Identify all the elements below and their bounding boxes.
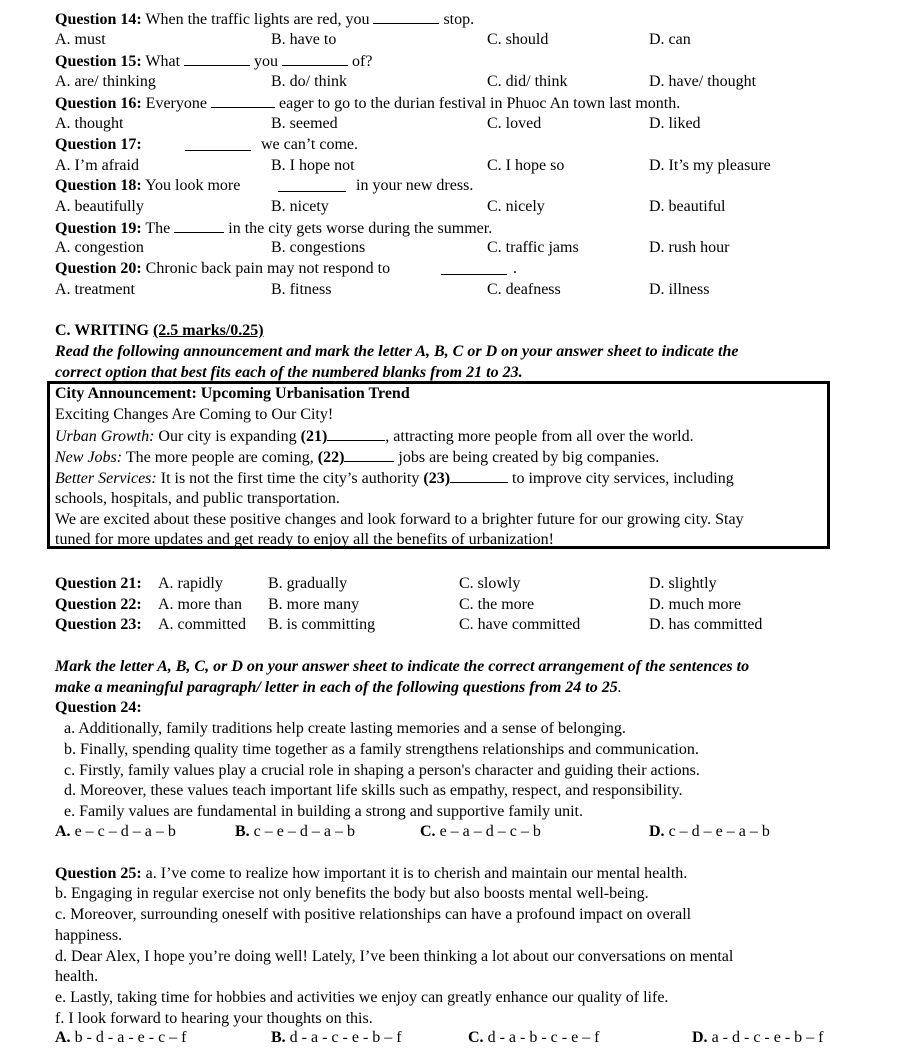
option-b[interactable]: B. seemed [271, 115, 338, 132]
option-d[interactable]: D. has committed [649, 616, 763, 633]
option-b[interactable]: B. c – e – d – a – b [235, 823, 355, 840]
option-c[interactable]: C. e – a – d – c – b [420, 823, 541, 840]
q25-sentence-d-cont: health. [55, 968, 99, 985]
question-label: Question 16: [55, 95, 142, 112]
question-label: Question 21: [55, 575, 142, 592]
question-21 [0, 574, 909, 595]
announcement-closing-1: We are excited about these positive changes and look forward to a brighter future for our growing city. Stay [55, 511, 744, 528]
option-b[interactable]: B. nicety [271, 198, 329, 215]
option-c[interactable]: C. I hope so [487, 157, 565, 174]
option-a[interactable]: A. congestion [55, 239, 144, 256]
option-a[interactable]: A. b - d - a - e - c – f [55, 1029, 187, 1046]
q24-sentence-d: d. Moreover, these values teach important life skills such as empathy, respect, and responsibility. [64, 782, 683, 799]
q25-sentence-b: b. Engaging in regular exercise not only benefits the body but also boosts mental well-being. [55, 885, 649, 902]
option-d[interactable]: D. It’s my pleasure [649, 157, 771, 174]
option-d[interactable]: D. have/ thought [649, 73, 757, 90]
announcement-services-cont: schools, hospitals, and public transportation. [55, 490, 340, 507]
question-label: Question 15: [55, 53, 142, 70]
option-d[interactable]: D. beautiful [649, 198, 726, 215]
option-b[interactable]: B. fitness [271, 281, 332, 298]
option-d[interactable]: D. slightly [649, 575, 717, 592]
question-15-options [0, 72, 909, 93]
question-18-options [0, 197, 909, 218]
announcement-closing-2: tuned for more updates and get ready to enjoy all the benefits of urbanization! [55, 531, 554, 548]
writing-instruction-2: correct option that best fits each of the numbered blanks from 21 to 23. [55, 364, 523, 381]
question-18-stem: Question 18: You look more in your new dress. [55, 177, 474, 194]
answer-blank [184, 51, 250, 66]
question-17-options [0, 156, 909, 177]
option-c[interactable]: C. did/ think [487, 73, 568, 90]
question-14-stem: Question 14: When the traffic lights are red, you stop. [55, 11, 475, 28]
option-a[interactable]: A. thought [55, 115, 124, 132]
answer-blank [344, 447, 394, 462]
option-c[interactable]: C. have committed [459, 616, 581, 633]
question-label: Question 20: [55, 260, 142, 277]
question-24-options [0, 822, 909, 843]
question-19-options [0, 238, 909, 259]
option-c[interactable]: C. should [487, 31, 549, 48]
option-d[interactable]: D. rush hour [649, 239, 730, 256]
option-b[interactable]: B. d - a - c - e - b – f [271, 1029, 402, 1046]
q24-sentence-c: c. Firstly, family values play a crucial role in shaping a person's character and guiding their actions. [64, 762, 700, 779]
question-25-stem: Question 25: a. I’ve come to realize how important it is to cherish and maintain our mental health. [55, 865, 688, 882]
writing-heading: C. WRITING (2.5 marks/0.25) [55, 322, 264, 339]
question-label: Question 22: [55, 596, 142, 613]
arrange-instruction-2: make a meaningful paragraph/ letter in each of the following questions from 24 to 25. [55, 679, 622, 696]
option-b[interactable]: B. more many [268, 596, 360, 613]
announcement-jobs: New Jobs: The more people are coming, (22) jobs are being created by big companies. [55, 449, 660, 466]
option-b[interactable]: B. congestions [271, 239, 366, 256]
question-14-options [0, 30, 909, 51]
q25-sentence-c: c. Moreover, surrounding oneself with positive relationships can have a profound impact on overall [55, 906, 692, 923]
q24-sentence-a: a. Additionally, family traditions help create lasting memories and a sense of belonging. [64, 720, 626, 737]
option-a[interactable]: A. committed [158, 616, 246, 633]
q25-sentence-f: f. I look forward to hearing your thoughts on this. [55, 1010, 373, 1027]
answer-blank [278, 177, 346, 192]
option-b[interactable]: B. have to [271, 31, 337, 48]
answer-blank [441, 260, 507, 275]
option-d[interactable]: D. can [649, 31, 691, 48]
option-c[interactable]: C. slowly [459, 575, 521, 592]
option-a[interactable]: A. rapidly [158, 575, 223, 592]
question-23 [0, 615, 909, 636]
question-24-label: Question 24: [55, 699, 142, 716]
q24-sentence-b: b. Finally, spending quality time together as a family strengthens relationships and communication. [64, 741, 699, 758]
question-label: Question 14: [55, 11, 142, 28]
q24-sentence-e: e. Family values are fundamental in building a strong and supportive family unit. [64, 803, 583, 820]
option-c[interactable]: C. the more [459, 596, 535, 613]
option-b[interactable]: B. do/ think [271, 73, 348, 90]
q25-sentence-c-cont: happiness. [55, 927, 123, 944]
writing-instruction-1: Read the following announcement and mark the letter A, B, C or D on your answer sheet to indicate the [55, 343, 739, 360]
answer-blank [327, 426, 385, 441]
option-c[interactable]: C. loved [487, 115, 542, 132]
option-b[interactable]: B. is committing [268, 616, 376, 633]
announcement-subtitle: Exciting Changes Are Coming to Our City! [55, 406, 334, 423]
announcement-growth: Urban Growth: Our city is expanding (21) , attracting more people from all over the world. [55, 428, 694, 445]
option-a[interactable]: A. must [55, 31, 106, 48]
option-d[interactable]: D. liked [649, 115, 701, 132]
announcement-title: City Announcement: Upcoming Urbanisation Trend [55, 385, 410, 402]
question-label: Question 19: [55, 220, 142, 237]
arrange-instruction-1: Mark the letter A, B, C, or D on your answer sheet to indicate the correct arrangement of the sentences to [55, 658, 750, 675]
option-a[interactable]: A. beautifully [55, 198, 144, 215]
option-b[interactable]: B. gradually [268, 575, 348, 592]
option-a[interactable]: A. I’m afraid [55, 157, 139, 174]
question-label: Question 23: [55, 616, 142, 633]
option-a[interactable]: A. more than [158, 596, 242, 613]
answer-blank [282, 51, 348, 66]
option-c[interactable]: C. deafness [487, 281, 561, 298]
question-20-stem: Question 20: Chronic back pain may not respond to . [55, 260, 517, 277]
answer-blank [450, 468, 508, 483]
announcement-services: Better Services: It is not the first time the city’s authority (23) to improve city services, including [55, 470, 734, 487]
option-d[interactable]: D. illness [649, 281, 710, 298]
option-d[interactable]: D. much more [649, 596, 741, 613]
answer-blank [185, 136, 251, 151]
option-c[interactable]: C. d - a - b - c - e – f [468, 1029, 600, 1046]
answer-blank [373, 9, 439, 24]
question-25-options [0, 1028, 909, 1049]
option-c[interactable]: C. traffic jams [487, 239, 579, 256]
answer-blank [174, 218, 224, 233]
option-a[interactable]: A. treatment [55, 281, 135, 298]
option-a[interactable]: A. e – c – d – a – b [55, 823, 176, 840]
option-b[interactable]: B. I hope not [271, 157, 355, 174]
answer-blank [211, 93, 275, 108]
option-c[interactable]: C. nicely [487, 198, 545, 215]
option-d[interactable]: D. c – d – e – a – b [649, 823, 770, 840]
question-20-options [0, 280, 909, 301]
q25-sentence-e: e. Lastly, taking time for hobbies and activities we enjoy can greatly enhance our quality of life. [55, 989, 669, 1006]
question-label: Question 17: [55, 136, 142, 153]
question-19-stem: Question 19: The in the city gets worse during the summer. [55, 220, 493, 237]
option-d[interactable]: D. a - d - c - e - b – f [692, 1029, 824, 1046]
question-label: Question 25: [55, 865, 142, 882]
question-15-stem: Question 15: What you of? [55, 53, 373, 70]
question-label: Question 18: [55, 177, 142, 194]
option-a[interactable]: A. are/ thinking [55, 73, 156, 90]
question-16-stem: Question 16: Everyone eager to go to the durian festival in Phuoc An town last month. [55, 95, 681, 112]
question-17-stem: Question 17: we can’t come. [55, 136, 358, 153]
question-16-options [0, 114, 909, 135]
question-22 [0, 595, 909, 616]
q25-sentence-d: d. Dear Alex, I hope you’re doing well! Lately, I’ve been thinking a lot about our conversations on mental [55, 948, 734, 965]
